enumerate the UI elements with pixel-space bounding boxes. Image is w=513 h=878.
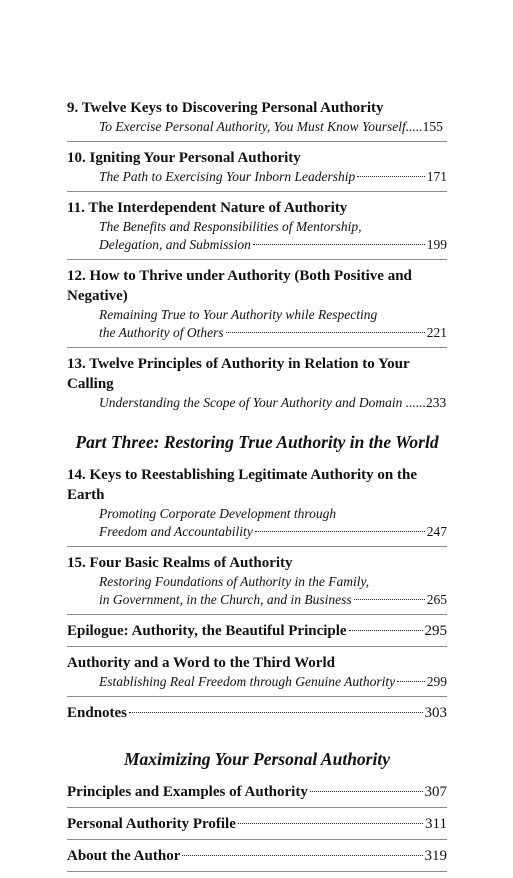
page-number: 307 [424,784,447,800]
back-matter-line [67,846,447,866]
chapter-subtitle: in Government, in the Church, and in Business [99,592,352,607]
chapter-title-text: Igniting Your Personal Authority [89,150,301,166]
page-number: 299 [426,674,447,689]
page-number: 171 [426,169,447,184]
chapter-subtitle: The Path to Exercising Your Inborn Leadership [99,169,356,184]
chapter-subtitle-line [67,236,447,254]
page-number: 295 [424,623,447,639]
epilogue-title: Epilogue: Authority, the Beautiful Principle [67,623,347,639]
toc-entry-ch14[interactable] [67,465,447,547]
page-number: 233 [426,395,447,410]
toc-entry-about-author[interactable] [67,846,447,872]
page-number: 303 [424,705,447,721]
back-matter-line [67,782,447,802]
chapter-title-text: Twelve Keys to Discovering Personal Authority [81,100,384,116]
dot-leader [255,531,425,532]
chapter-title [67,553,447,573]
chapter-number: 14. [67,467,86,483]
toc-entry-ch9[interactable] [67,98,447,142]
dot-leader [253,244,425,245]
page-number: 265 [426,592,447,607]
chapter-subtitle-line [67,673,447,691]
chapter-number: 13. [67,356,86,372]
dot-leader [354,599,425,600]
chapter-title-text: Four Basic Realms of Authority [89,555,293,571]
toc-entry-endnotes[interactable] [67,703,447,728]
chapter-subtitle-line [67,118,447,136]
chapter-title [67,266,447,306]
part-three-heading: Part Three: Restoring True Authority in the World [75,432,439,452]
toc-entry-third-world[interactable] [67,653,447,697]
page-number: 155 [422,119,443,134]
chapter-title [67,354,447,394]
toc-entry-ch10[interactable] [67,148,447,192]
page-number: 319 [424,848,447,864]
toc-entry-epilogue[interactable] [67,621,447,647]
chapter-subtitle-line [67,324,447,342]
chapter-title [67,98,447,118]
chapter-subtitle-line [67,394,447,412]
back-matter-title: Personal Authority Profile [67,816,236,832]
chapter-subtitle-line [67,591,447,609]
chapter-subtitle: Delegation, and Submission [99,237,251,252]
chapter-subtitle: Remaining True to Your Authority while Respecting [99,307,378,322]
chapter-subtitle: To Exercise Personal Authority, You Must Know Yourself..... [99,119,423,134]
toc-entry-ch13[interactable] [67,354,447,417]
chapter-number: 9. [67,100,79,116]
dot-leader [349,630,423,631]
chapter-title [67,148,447,168]
toc-entry-ch12[interactable] [67,266,447,348]
dot-leader [129,712,422,713]
chapter-title-text: Keys to Reestablishing Legitimate Authority on the Earth [67,467,417,503]
page-number: 221 [426,325,447,340]
page-number: 247 [426,524,447,539]
dot-leader [397,681,425,682]
back-matter-title: About the Author [67,848,181,864]
chapter-subtitle: the Authority of Others [99,325,224,340]
epilogue-line [67,621,447,641]
chapter-subtitle: Establishing Real Freedom through Genuine Authority [99,674,396,689]
chapter-subtitle: Freedom and Accountability [99,524,253,539]
dot-leader [238,823,423,824]
table-of-contents [67,98,447,878]
chapter-title-text: How to Thrive under Authority (Both Positive and Negative) [67,268,412,304]
dot-leader [182,855,422,856]
chapter-subtitle: The Benefits and Responsibilities of Mentorship, [99,219,362,234]
chapter-number: 11. [67,200,85,216]
chapter-number: 12. [67,268,86,284]
page-number: 311 [425,816,447,832]
chapter-subtitle-line [67,168,447,186]
endnotes-title: Endnotes [67,705,128,721]
toc-entry-principles[interactable] [67,782,447,808]
toc-entry-profile[interactable] [67,814,447,840]
page-number: 199 [426,237,447,252]
dot-leader [310,791,423,792]
chapter-title [67,198,447,218]
chapter-title-text: Twelve Principles of Authority in Relation to Your Calling [67,356,410,392]
maximizing-heading: Maximizing Your Personal Authority [124,749,390,769]
third-world-title: Authority and a Word to the Third World [67,655,335,671]
back-matter-title: Principles and Examples of Authority [67,784,308,800]
chapter-title-text: The Interdependent Nature of Authority [88,200,348,216]
chapter-number: 15. [67,555,86,571]
back-matter-line [67,814,447,834]
endnotes-line [67,703,447,723]
dot-leader [226,332,425,333]
chapter-title [67,465,447,505]
chapter-subtitle: Understanding the Scope of Your Authority and Domain ...... [99,395,426,410]
chapter-subtitle: Promoting Corporate Development through [99,506,337,521]
chapter-number: 10. [67,150,86,166]
dot-leader [357,176,425,177]
chapter-subtitle-line [67,523,447,541]
toc-entry-ch15[interactable] [67,553,447,615]
toc-entry-ch11[interactable] [67,198,447,260]
chapter-subtitle: Restoring Foundations of Authority in the Family, [99,574,370,589]
